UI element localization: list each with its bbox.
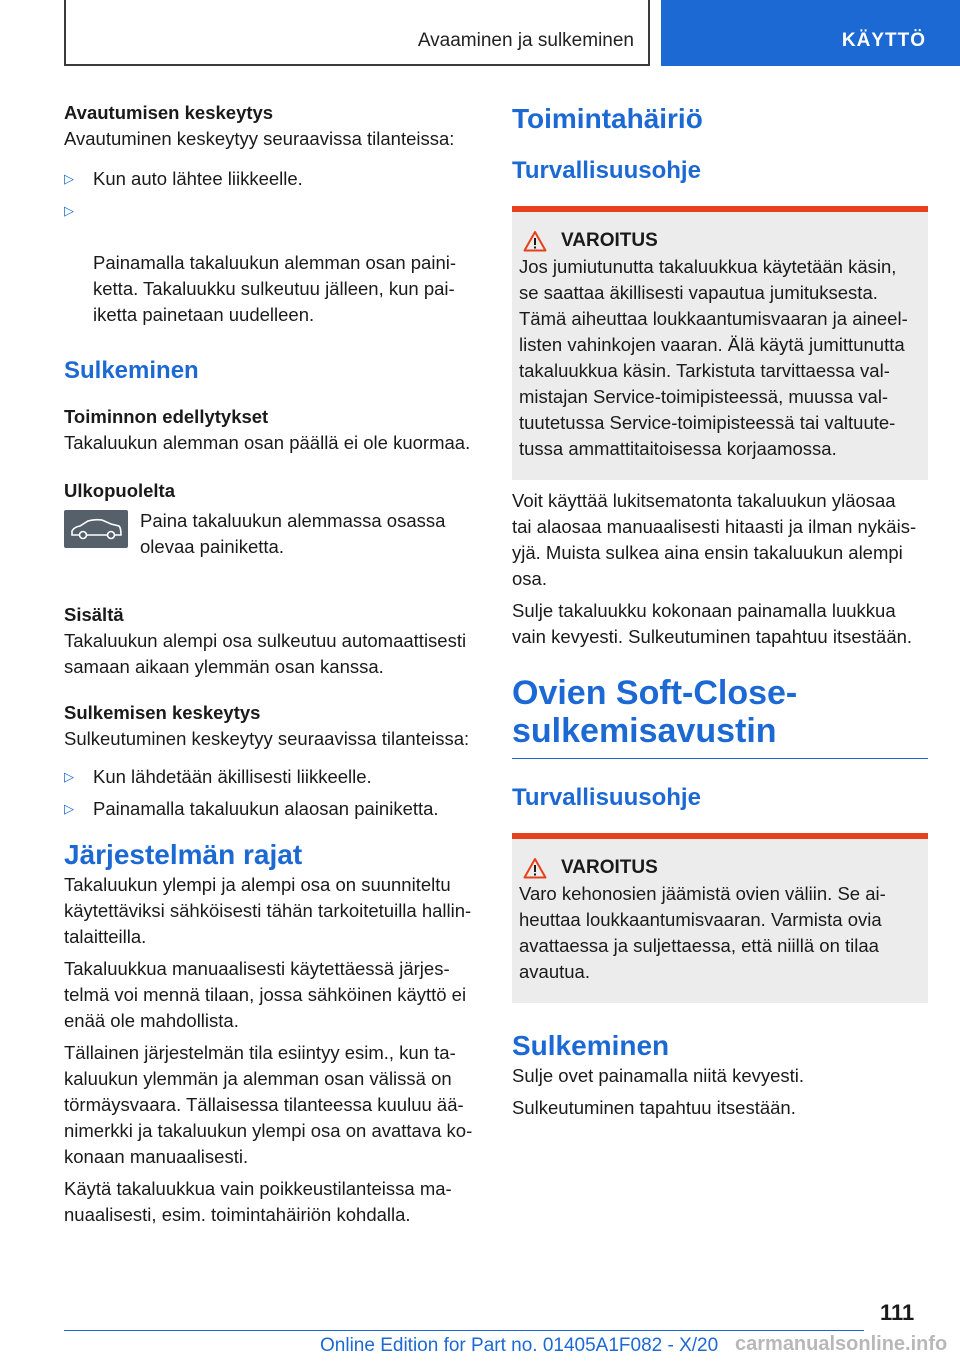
warning-header bbox=[519, 857, 920, 879]
warning-label: VAROITUS bbox=[561, 230, 658, 251]
heading-from-inside: Sisältä bbox=[64, 604, 124, 625]
heading-opening-interruption: Avautumisen keskeytys bbox=[64, 102, 274, 123]
header-chapter-title: KÄYTTÖ bbox=[841, 30, 926, 51]
paragraph: Takaluukun alemman osan päällä ei ole kuormaa. bbox=[64, 432, 471, 453]
heading-soft-close: Ovien Soft-Close- sulkemisavustin bbox=[512, 674, 798, 750]
warning-text: Varo kehonosien jäämistä ovien väliin. Se ai- heuttaa loukkaantumisvaaran. Varmista ovia avattaessa ja suljettaessa, että niillä on tilaa avautua. bbox=[519, 883, 886, 982]
heading-closing-doors: Sulkeminen bbox=[512, 1030, 670, 1061]
triangle-bullet-icon: ▷ bbox=[64, 801, 74, 816]
paragraph: Sulje ovet painamalla niitä kevyesti. bbox=[512, 1065, 805, 1086]
triangle-bullet-icon: ▷ bbox=[64, 203, 74, 218]
list-item: ▷ Kun lähdetään äkillisesti liikkeelle. bbox=[64, 764, 480, 790]
warning-triangle-icon bbox=[523, 230, 547, 252]
header-section-box bbox=[64, 0, 650, 66]
left-column bbox=[64, 100, 480, 1234]
triangle-bullet-icon: ▷ bbox=[64, 769, 74, 784]
heading-safety-notice: Turvallisuusohje bbox=[512, 784, 701, 811]
heading-system-limits: Järjestelmän rajat bbox=[64, 839, 303, 870]
car-tailgate-key-icon bbox=[64, 510, 128, 548]
heading-closing-interruption: Sulkemisen keskeytys bbox=[64, 702, 261, 723]
heading-closing: Sulkeminen bbox=[64, 357, 199, 384]
list-item: ▷ Painamalla takaluukun alemman osan paini- ketta. Takaluukku sulkeutuu jälleen, kun pai- iketta painetaan uudelleen. bbox=[64, 198, 480, 328]
paragraph: Käytä takaluukkua vain poikkeustilanteissa ma- nuaalisesti, esim. toimintahäiriön kohdalla. bbox=[64, 1178, 452, 1225]
footer-rule bbox=[64, 1330, 864, 1331]
instruction-text: Paina takaluukun alemmassa osassa olevaa painiketta. bbox=[140, 510, 446, 557]
warning-text: Jos jumiutunutta takaluukkua käytetään käsin, se saattaa äkillisesti vapautua jumituksesta. Tämä aiheuttaa loukkaantumisvaaran ja aineel- listen vahinkojen vaaran. Älä käytä jumittunutta takaluukkua käsin. Tarkistuta tarvittaessa val- mistajan Service-toimipisteessä, muussa val- tuutetussa Service-toimipisteessä tai valtuute- tussa ammattitaitoisessa korjaamossa. bbox=[519, 256, 908, 459]
paragraph: Takaluukun ylempi ja alempi osa on suunniteltu käytettäviksi sähköisesti tähän tarkoitetuilla hallin- talaitteilla. bbox=[64, 874, 472, 947]
warning-header bbox=[519, 230, 920, 252]
paragraph: Takaluukun alempi osa sulkeutuu automaattisesti samaan aikaan ylemmän osan kanssa. bbox=[64, 630, 467, 677]
paragraph: Sulkeutuminen tapahtuu itsestään. bbox=[512, 1097, 796, 1118]
triangle-bullet-icon: ▷ bbox=[64, 171, 74, 186]
heading-rule bbox=[512, 758, 928, 759]
footer-edition: Online Edition for Part no. 01405A1F082 - X/20 bbox=[320, 1335, 719, 1356]
warning-label: VAROITUS bbox=[561, 857, 658, 878]
paragraph: Sulje takaluukku kokonaan painamalla luukkua vain kevyesti. Sulkeutuminen tapahtuu itsestään. bbox=[512, 600, 913, 647]
warning-box bbox=[512, 206, 928, 480]
paragraph: Takaluukkua manuaalisesti käytettäessä järjes- telmä voi mennä tilaan, jossa sähköinen käyttö ei enää ole mahdollista. bbox=[64, 958, 467, 1031]
heading-safety-notice: Turvallisuusohje bbox=[512, 157, 701, 184]
list-item: ▷ Painamalla takaluukun alaosan painiketta. bbox=[64, 796, 480, 822]
warning-triangle-icon bbox=[523, 857, 547, 879]
paragraph: Sulkeutuminen keskeytyy seuraavissa tilanteissa: bbox=[64, 728, 470, 749]
paragraph: Tällainen järjestelmän tila esiintyy esim., kun ta- kaluukun ylemmän ja alemman osan välissä on törmäysvaara. Tällaisessa tilanteessa kuuluu ää- nimerkki ja takaluukun ylempi osa on avattava ko- konaan manuaalisesti. bbox=[64, 1042, 473, 1167]
right-column bbox=[512, 100, 928, 1127]
warning-box bbox=[512, 833, 928, 1003]
paragraph: Voit käyttää lukitsematonta takaluukun yläosaa tai alaosaa manuaalisesti hitaasti ja ilman nykäis- yjä. Muista sulkea aina ensin takaluukun alempi osa. bbox=[512, 490, 917, 589]
heading-from-outside: Ulkopuolelta bbox=[64, 480, 176, 501]
watermark: carmanualsonline.info bbox=[735, 1333, 948, 1355]
header-chapter-box bbox=[661, 0, 960, 66]
heading-malfunction: Toimintahäiriö bbox=[512, 103, 703, 134]
heading-prerequisites: Toiminnon edellytykset bbox=[64, 406, 269, 427]
page-number: 111 bbox=[880, 1300, 915, 1325]
button-instruction bbox=[64, 508, 480, 560]
list-item: ▷ Kun auto lähtee liikkeelle. bbox=[64, 166, 480, 192]
paragraph: Avautuminen keskeytyy seuraavissa tilanteissa: bbox=[64, 128, 455, 149]
header-section-title: Avaaminen ja sulkeminen bbox=[417, 30, 634, 51]
